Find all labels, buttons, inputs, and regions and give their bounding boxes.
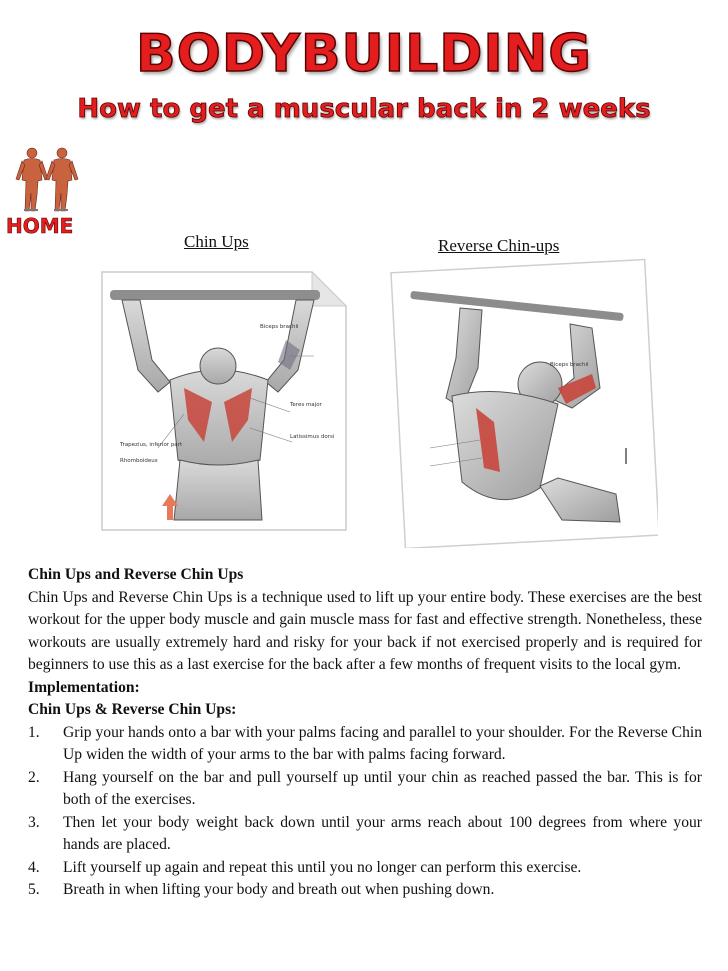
step-number: 4. — [28, 858, 40, 876]
step-text: Hang yourself on the bar and pull yourself up until your chin as reached passed the bar. This is for both of the exercises. — [63, 768, 702, 808]
figure-caption-chin-ups: Chin Ups — [184, 232, 249, 251]
article-heading: Chin Ups and Reverse Chin Ups — [28, 566, 244, 583]
chin-ups-illustration — [100, 270, 348, 532]
step-number: 3. — [28, 813, 40, 831]
label-biceps: Biceps brachii — [260, 324, 299, 330]
step-number: 1. — [28, 723, 40, 741]
step-text: Lift yourself up again and repeat this until you no longer can perform this exercise. — [63, 858, 582, 876]
figure-caption-reverse-chin-ups: Reverse Chin-ups — [438, 236, 560, 255]
label-rhomboideus: Rhomboideus — [120, 458, 158, 464]
implementation-subheading: Chin Ups & Reverse Chin Ups: — [28, 701, 237, 718]
label-biceps-reverse: Biceps brachii — [550, 362, 589, 368]
article-intro: Chin Ups and Reverse Chin Ups is a technique used to lift up your entire body. These exercises are the best workout for the upper body muscle and gain muscle mass for fast and effective strength. Nonetheless, these workouts are usually extremely hard and risky for your back if not exercised properly and is required for beginners to use this as a last exercise for the back after a few months of frequent visits to the local gym. — [28, 588, 702, 673]
list-item — [28, 722, 702, 767]
implementation-heading: Implementation: — [28, 678, 140, 696]
label-latissimus: Latissimus dorsi — [290, 434, 335, 440]
step-text: Then let your body weight back down until your arms reach about 100 degrees from where your hands are placed. — [63, 813, 702, 853]
label-teres-major: Teres major — [290, 402, 322, 408]
step-text: Breath in when lifting your body and breath out when pushing down. — [63, 881, 495, 898]
label-trapezius: Trapezius, inferior part — [120, 442, 183, 448]
home-link[interactable]: HOME — [6, 214, 74, 238]
step-number: 2. — [28, 768, 40, 786]
list-item — [28, 767, 702, 812]
list-item — [28, 879, 702, 902]
list-item — [28, 857, 702, 880]
list-item — [28, 812, 702, 857]
article-body — [28, 564, 702, 902]
reverse-chin-ups-illustration — [390, 258, 658, 548]
page-subtitle: How to get a muscular back in 2 weeks — [77, 94, 651, 124]
steps-list — [28, 722, 702, 902]
page-title: BODYBUILDING — [136, 24, 592, 84]
step-number: 5. — [28, 881, 40, 898]
step-text: Grip your hands onto a bar with your palms facing and parallel to your shoulder. For the Reverse Chin Up widen the width of your arms to the bar with palms facing forward. — [63, 723, 702, 763]
